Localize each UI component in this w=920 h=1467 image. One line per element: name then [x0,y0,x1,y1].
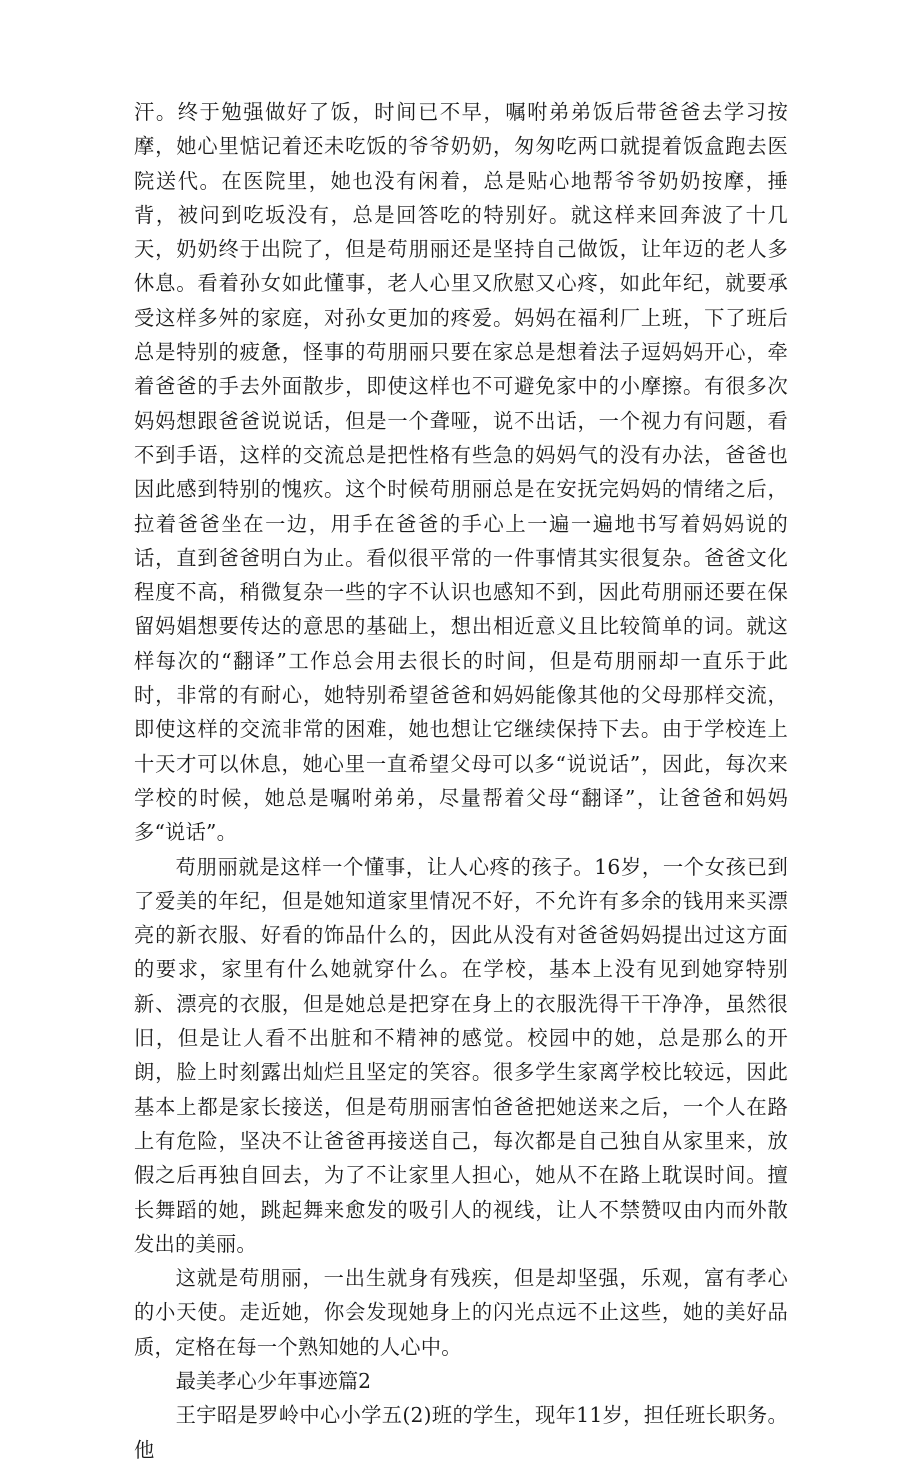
document-body [134,95,788,1467]
section-heading: 最美孝心少年事迹篇2 [175,1368,372,1393]
paragraph-continuation: 汗。终于勉强做好了饭，时间已不早，嘱咐弟弟饭后带爸爸去学习按摩，她心里惦记着还未吃饭的爷爷奶奶，匆匆吃两口就提着饭盒跑去医院送代。在医院里，她也没有闲着，总是贴心地帮爷爷奶奶按摩，捶背，被问到吃坂没有，总是回答吃的特别好。就这样来回奔波了十几天，奶奶终于出院了，但是苟朋丽还是坚持自己做饭，让年迈的老人多休息。看着孙女如此懂事，老人心里又欣慰又心疼，如此年纪，就要承受这样多舛的家庭，对孙女更加的疼爱。妈妈在福利厂上班，下了班后总是特别的疲惫，怪事的苟朋丽只要在家总是想着法子逗妈妈开心，牵着爸爸的手去外面散步，即使这样也不可避免家中的小摩擦。有很多次妈妈想跟爸爸说说话，但是一个聋哑，说不出话，一个视力有问题，看不到手语，这样的交流总是把性格有些急的妈妈气的没有办法，爸爸也因此感到特别的愧疚。这个时候苟朋丽总是在安抚完妈妈的情绪之后，拉着爸爸坐在一边，用手在爸爸的手心上一遍一遍地书写着妈妈说的话，直到爸爸明白为止。看似很平常的一件事情其实很复杂。爸爸文化程度不高，稍微复杂一些的字不认识也感知不到，因此苟朋丽还要在保留妈娼想要传达的意思的基础上，想出相近意义且比较简单的词。就这样每次的“翻译”工作总会用去很长的时间，但是苟朋丽却一直乐于此时，非常的有耐心，她特别希望爸爸和妈妈能像其他的父母那样交流，即使这样的交流非常的困难，她也想让它继续保持下去。由于学校连上十天才可以休息，她心里一直希望父母可以多“说说话”，因此，每次来学校的时候，她总是嘱咐弟弟，尽量帮着父母“翻译”，让爸爸和妈妈多“说话”。 [134,100,788,845]
paragraph-2: 苟朋丽就是这样一个懂事，让人心疼的孩子。16岁，一个女孩已到了爱美的年纪，但是她知道家里情况不好，不允许有多余的钱用来买漂亮的新衣服、好看的饰品什么的，因此从没有对爸爸妈妈提出过这方面的要求，家里有什么她就穿什么。在学校，基本上没有见到她穿特别新、漂亮的衣服，但是她总是把穿在身上的衣服洗得干干净净，虽然很旧，但是让人看不出脏和不精神的感觉。校园中的她，总是那么的开朗，脸上时刻露出灿烂且坚定的笑容。很多学生家离学校比较远，因此基本上都是家长接送，但是苟朋丽害怕爸爸把她送来之后，一个人在路上有危险，坚决不让爸爸再接送自己，每次都是自己独自从家里来，放假之后再独自回去，为了不让家里人担心，她从不在路上耽误时间。擅长舞蹈的她，跳起舞来愈发的吸引人的视线，让人不禁赞叹由内而外散发出的美丽。 [134,854,788,1256]
paragraph-3: 这就是苟朋丽，一出生就身有残疾，但是却坚强，乐观，富有孝心的小天使。走近她，你会发现她身上的闪光点远不止这些，她的美好品质，定格在每一个熟知她的人心中。 [134,1266,788,1359]
paragraph-4: 王宇昭是罗岭中心小学五(2)班的学生，现年11岁，担任班长职务。他 [134,1403,788,1462]
